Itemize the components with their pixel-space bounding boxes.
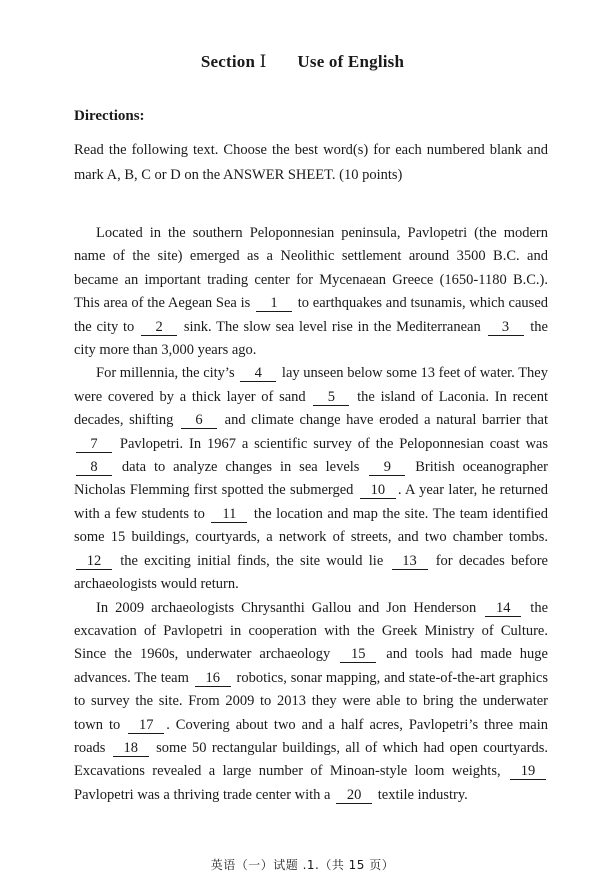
blank-1: 1 — [256, 295, 292, 312]
section-heading: Use of English — [297, 52, 405, 71]
directions-heading: Directions: — [74, 108, 145, 124]
passage-text: . A year later, he returned with a few students to — [74, 482, 548, 522]
blank-7: 7 — [76, 436, 112, 453]
blank-16: 16 — [195, 670, 231, 687]
blank-20: 20 — [336, 787, 372, 804]
blank-19: 19 — [510, 763, 546, 780]
section-numeral: Ⅰ — [259, 52, 267, 71]
passage-text: lay unseen below some 13 feet of water. They were covered by a thick layer of sand — [74, 365, 548, 405]
blank-2: 2 — [141, 319, 177, 336]
passage-text: the city more than 3,000 years ago. — [74, 318, 548, 359]
passage-text: the location and map the site. The team identified some 15 buildings, courtyards, a network of streets, and two chamber tombs. — [74, 505, 548, 546]
page-footer: 英语（一）试题 .1.（共 15 页） — [210, 858, 395, 872]
blank-12: 12 — [76, 553, 112, 570]
passage-text: Located in the southern Peloponnesian peninsula, Pavlopetri (the modern name of the site) emerged as a Neolithic settlement around 3500 B.C. and became an important trading center for Mycenaean Greece (1650-1180 B.C.). This area of the Aegean Sea is — [74, 225, 548, 312]
passage-text: and climate change have eroded a natural barrier that — [219, 412, 548, 429]
passage-text: robotics, sonar mapping, and state-of-the-art graphics to survey the site. From 2009 to 2013 they were able to bring the underwater town to — [74, 669, 548, 733]
blank-17: 17 — [128, 717, 164, 734]
section-label: Section — [200, 52, 256, 71]
blank-6: 6 — [181, 412, 217, 429]
passage-text: the excavation of Pavlopetri in cooperation with the Greek Ministry of Culture. Since the 1960s, underwater archaeology — [74, 599, 549, 663]
passage-text: British oceanographer Nicholas Flemming first spotted the submerged — [74, 459, 548, 499]
passage-text: the exciting initial finds, the site would lie — [114, 552, 390, 569]
blank-18: 18 — [113, 740, 149, 757]
passage-text: In 2009 archaeologists Chrysanthi Gallou and Jon Henderson — [96, 599, 484, 616]
blank-3: 3 — [488, 319, 524, 336]
blank-14: 14 — [485, 600, 521, 617]
paragraph-3 — [74, 597, 548, 808]
blank-13: 13 — [392, 553, 428, 570]
passage-text: Pavlopetri was a thriving trade center with a — [74, 786, 335, 803]
passage-text: Pavlopetri. In 1967 a scientific survey of the Peloponnesian coast was — [114, 435, 548, 452]
passage-text: some 50 rectangular buildings, all of which had open courtyards. Excavations revealed a large number of Minoan-style loom weights, — [74, 739, 548, 780]
passage-text: the island of Laconia. In recent decades, shifting — [74, 388, 549, 429]
passage-text: sink. The slow sea level rise in the Mediterranean — [179, 318, 486, 335]
passage-text: and tools had made huge advances. The team — [74, 646, 548, 686]
section-title — [0, 52, 605, 72]
passage-text: For millennia, the city’s — [96, 365, 239, 382]
passage-text: to earthquakes and tsunamis, which caused the city to — [74, 295, 549, 335]
passage-text: data to analyze changes in sea levels — [114, 459, 368, 476]
paragraph-1 — [74, 222, 548, 362]
blank-5: 5 — [313, 389, 349, 406]
passage-text: textile industry. — [374, 786, 468, 803]
blank-10: 10 — [360, 482, 396, 499]
blank-11: 11 — [211, 506, 247, 523]
passage-text: for decades before archaeologists would return. — [74, 552, 548, 593]
blank-4: 4 — [240, 365, 276, 382]
directions-text: Read the following text. Choose the best word(s) for each numbered blank and mark A, B, C or D on the ANSWER SHEET. (10 points) — [74, 142, 548, 183]
blank-9: 9 — [369, 459, 405, 476]
paragraph-2 — [74, 362, 548, 596]
passage-text: . Covering about two and a half acres, Pavlopetri’s three main roads — [74, 716, 548, 756]
blank-15: 15 — [340, 646, 376, 663]
blank-8: 8 — [76, 459, 112, 476]
reading-passage — [74, 222, 548, 807]
